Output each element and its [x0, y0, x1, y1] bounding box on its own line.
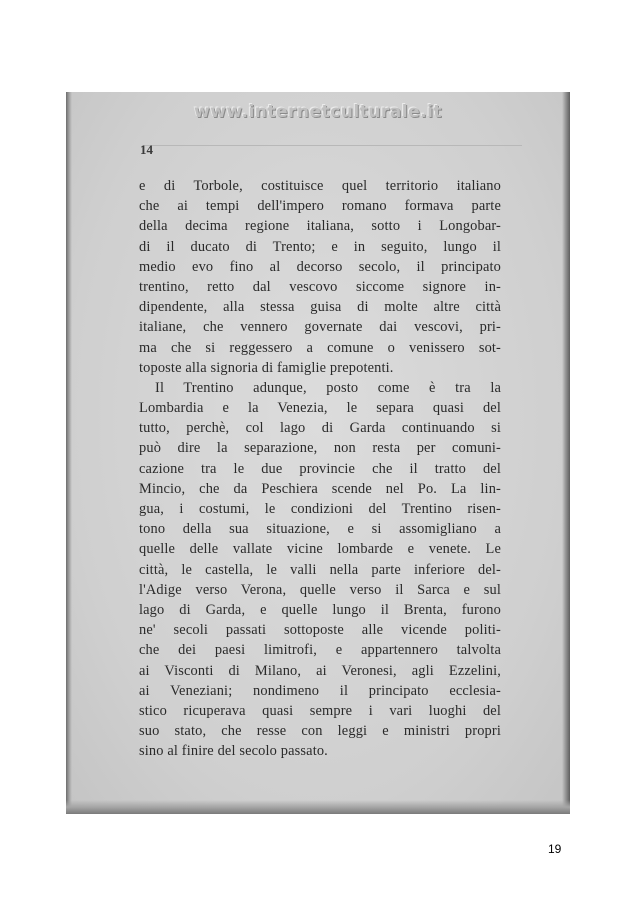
- pdf-page-number: 19: [548, 842, 562, 856]
- text-line: Mincio, che da Peschiera scende nel Po. La lin-: [139, 480, 501, 497]
- text-line: Lombardia e la Venezia, le separa quasi del: [139, 400, 501, 417]
- text-line: toposte alla signoria di famiglie prepotenti.: [139, 359, 394, 376]
- text-line: trentino, retto dal vescovo siccome signore in-: [139, 278, 501, 295]
- text-line: cazione tra le due provincie che il tratto del: [139, 460, 501, 477]
- text-line: ma che si reggessero a comune o venissero sot-: [139, 339, 501, 356]
- text-line: può dire la separazione, non resta per comuni-: [139, 440, 501, 457]
- text-line: ne' secoli passati sottoposte alle vicende politi-: [139, 622, 501, 639]
- scanned-book-page: [66, 92, 570, 814]
- text-line: suo stato, che resse con leggi e ministri propri: [139, 723, 501, 740]
- text-line: Il Trentino adunque, posto come è tra la: [155, 379, 501, 396]
- text-line: stico ricuperava quasi sempre i vari luoghi del: [139, 702, 501, 719]
- text-line: tutto, perchè, col lago di Garda continuando si: [139, 420, 501, 437]
- scan-bottom-shadow: [66, 800, 570, 814]
- text-line: l'Adige verso Verona, quelle verso il Sarca e sul: [139, 581, 501, 598]
- text-line: ai Veneziani; nondimeno il principato ecclesia-: [139, 682, 501, 699]
- text-line: quelle delle vallate vicine lombarde e venete. Le: [139, 541, 501, 558]
- text-line: lago di Garda, e quelle lungo il Brenta, furono: [139, 601, 501, 618]
- text-line: che ai tempi dell'impero romano formava parte: [139, 198, 501, 215]
- scan-right-shadow: [562, 92, 570, 814]
- text-line: di il ducato di Trento; e in seguito, lungo il: [139, 238, 501, 255]
- text-line: gua, i costumi, le condizioni del Trentino risen-: [139, 501, 501, 517]
- text-line: italiane, che vennero governate dai vescovi, pri-: [139, 319, 501, 336]
- text-line: ai Visconti di Milano, ai Veronesi, agli Ezzelini,: [139, 662, 501, 679]
- watermark: www.internetculturale.it: [193, 102, 443, 122]
- text-line: medio evo fino al decorso secolo, il principato: [139, 258, 501, 275]
- text-line: sino al finire del secolo passato.: [139, 743, 328, 760]
- text-line: città, le castella, le valli nella parte inferiore del-: [139, 561, 501, 578]
- text-line: tono della sua situazione, e si assomigliano a: [139, 521, 501, 538]
- header-rule: [142, 145, 522, 146]
- book-page-number: 14: [140, 142, 153, 157]
- text-line: dipendente, alla stessa guisa di molte altre città: [139, 299, 501, 316]
- body-text: [139, 176, 501, 761]
- text-line: della decima regione italiana, sotto i Longobar-: [139, 218, 501, 235]
- scan-left-shadow: [66, 92, 72, 814]
- text-line: e di Torbole, costituisce quel territorio italiano: [139, 178, 501, 194]
- text-line: che dei paesi limitrofi, e appartennero talvolta: [139, 642, 501, 659]
